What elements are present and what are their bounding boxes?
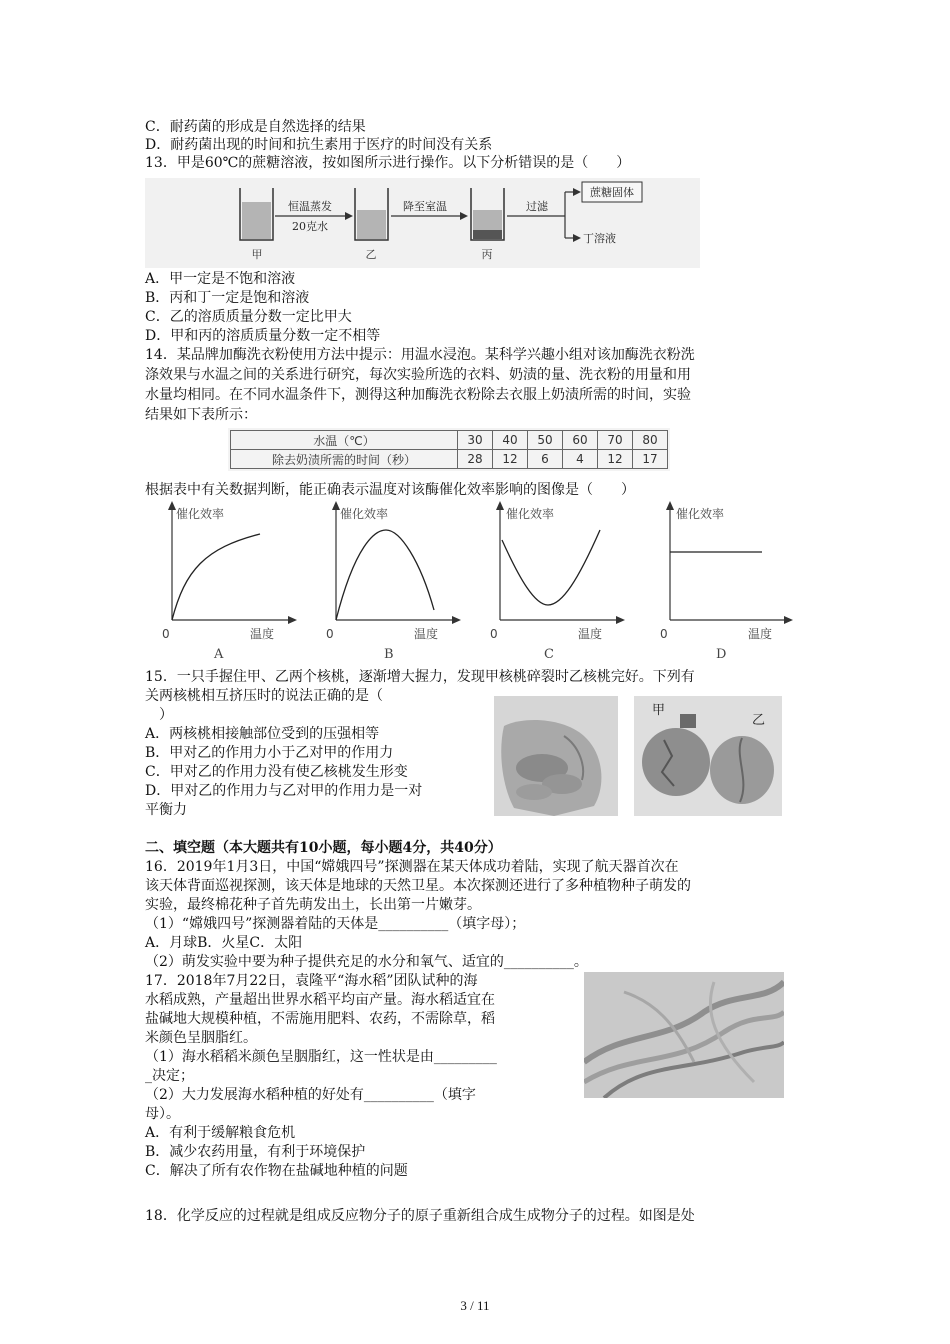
graph-xlabel: 温度 <box>748 627 773 641</box>
q17-line: 水稻成熟，产量超出世界水稻平均亩产量。海水稻适宜在 <box>145 992 495 1008</box>
filtrate-label: 丁溶液 <box>583 232 616 245</box>
rice-photo <box>584 972 784 1098</box>
q14-table-wrap <box>228 428 670 471</box>
graph-c <box>490 501 625 662</box>
graph-ylabel: 催化效率 <box>176 507 225 521</box>
beaker-bing-label: 丙 <box>481 248 493 261</box>
q16-line: 实验，最终棉花种子首先萌发出土，长出第一片嫩芽。 <box>145 897 481 913</box>
table-cell: 50 <box>528 431 563 450</box>
hand-photo <box>494 696 618 816</box>
graph-origin: 0 <box>326 627 334 641</box>
table-cell: 12 <box>493 450 528 469</box>
q15-option-c: C．甲对乙的作用力没有使乙核桃发生形变 <box>145 764 408 780</box>
walnut-photo <box>634 696 782 816</box>
q16-line: A．月球B．火星C．太阳 <box>145 935 303 951</box>
beaker-bing <box>471 188 504 240</box>
q14-stem-line: 水量均相同。在不同水温条件下，测得这种加酶洗衣粉除去衣服上奶渍所需的时间，实验 <box>145 387 691 403</box>
beaker-jia-label: 甲 <box>251 248 263 261</box>
q13-option-b: B．丙和丁一定是饱和溶液 <box>145 290 310 306</box>
q15-option-d: D．甲对乙的作用力与乙对甲的作用力是一对 <box>145 783 423 799</box>
step2-label: 降至室温 <box>403 200 447 213</box>
q14-graphs <box>150 500 810 665</box>
walnut-illustration <box>634 696 782 816</box>
q15-option-a: A．两核桃相接触部位受到的压强相等 <box>145 726 380 742</box>
q15-stem-line: ） <box>145 707 173 723</box>
graph-xlabel: 温度 <box>578 627 603 641</box>
q13-option-c: C．乙的溶质质量分数一定比甲大 <box>145 309 352 325</box>
q17-line: （2）大力发展海水稻种植的好处有__________（填字 <box>145 1087 476 1103</box>
step1-label: 恒温蒸发 <box>288 200 332 213</box>
graph-ylabel: 催化效率 <box>676 507 725 521</box>
q17-line: 17．2018年7月22日，袁隆平“海水稻”团队试种的海 <box>145 973 478 989</box>
curve-c <box>502 530 600 605</box>
q12-option-c: C．耐药菌的形成是自然选择的结果 <box>145 119 366 135</box>
table-cell: 70 <box>598 431 633 450</box>
q15-stem-line: 15．一只手握住甲、乙两个核桃，逐渐增大握力，发现甲核桃碎裂时乙核桃完好。下列有 <box>145 669 695 685</box>
q14-table <box>230 430 668 469</box>
rice-illustration <box>584 972 784 1098</box>
graph-xlabel: 温度 <box>414 627 439 641</box>
q17-line: 母）。 <box>145 1106 180 1122</box>
table-cell: 12 <box>598 450 633 469</box>
walnut-yi-label: 乙 <box>752 713 766 728</box>
q13-diagram <box>145 178 700 268</box>
table-cell: 40 <box>493 431 528 450</box>
table-cell: 4 <box>563 450 598 469</box>
q17-line: 盐碱地大规模种植，不需施用肥料、农药，不需除草，稻 <box>145 1011 495 1027</box>
graph-letter-d: D <box>716 647 727 662</box>
q17-line: B．减少农药用量，有利于环境保护 <box>145 1144 366 1160</box>
graph-ylabel: 催化效率 <box>340 507 389 521</box>
q16-line: 该天体背面巡视探测，该天体是地球的天然卫星。本次探测还进行了多种植物种子萌发的 <box>145 878 691 894</box>
q15-option-b: B．甲对乙的作用力小于乙对甲的作用力 <box>145 745 394 761</box>
beaker-yi-label: 乙 <box>365 248 377 261</box>
table-row <box>231 431 668 450</box>
beaker-yi <box>355 188 388 240</box>
q14-stem-line: 14．某品牌加酶洗衣粉使用方法中提示：用温水浸泡。某科学兴趣小组对该加酶洗衣粉洗 <box>145 347 695 363</box>
hand-illustration <box>494 696 618 816</box>
q14-stem-line: 结果如下表所示： <box>145 407 257 423</box>
q16-line: （2）萌发实验中要为种子提供充足的水分和氧气、适宜的__________。 <box>145 954 588 970</box>
table-cell: 80 <box>633 431 668 450</box>
q13-option-d: D．甲和丙的溶质质量分数一定不相等 <box>145 328 381 344</box>
graph-letter-a: A <box>214 647 224 662</box>
q14-question: 根据表中有关数据判断，能正确表示温度对该酶催化效率影响的图像是（ ） <box>145 482 635 498</box>
q17-line: C．解决了所有农作物在盐碱地种植的问题 <box>145 1163 408 1179</box>
graph-b <box>326 501 461 662</box>
q12-option-d: D．耐药菌出现的时间和抗生素用于医疗的时间没有关系 <box>145 137 493 153</box>
q14-stem-line: 涤效果与水温之间的关系进行研究，每次实验所选的衣料、奶渍的量、洗衣粉的用量和用 <box>145 367 691 383</box>
walnut-jia-label: 甲 <box>652 703 666 718</box>
step1-sub-label: 20克水 <box>292 220 328 233</box>
q13-stem: 13．甲是60℃的蔗糖溶液，按如图所示进行操作。以下分析错误的是（ ） <box>145 155 631 171</box>
beaker-jia <box>240 188 273 240</box>
table-cell: 28 <box>458 450 493 469</box>
table-cell: 60 <box>563 431 598 450</box>
graph-origin: 0 <box>660 627 668 641</box>
graph-xlabel: 温度 <box>250 627 275 641</box>
curve-b <box>336 530 434 620</box>
table-cell: 17 <box>633 450 668 469</box>
curve-a <box>172 534 260 620</box>
q15-stem-line: 关两核桃相互挤压时的说法正确的是（ <box>145 688 383 704</box>
q17-line: _决定； <box>145 1068 194 1084</box>
table-cell: 30 <box>458 431 493 450</box>
table-cell-label: 水温（℃） <box>231 431 458 450</box>
table-row <box>231 450 668 469</box>
q15-option-d-cont: 平衡力 <box>145 802 187 818</box>
solid-box-label: 蔗糖固体 <box>590 186 634 199</box>
q13-option-a: A．甲一定是不饱和溶液 <box>145 271 296 287</box>
graph-origin: 0 <box>162 627 170 641</box>
graph-origin: 0 <box>490 627 498 641</box>
graph-d <box>660 501 793 662</box>
graph-letter-c: C <box>544 647 554 662</box>
q16-line: （1）“嫦娥四号”探测器着陆的天体是__________（填字母）； <box>145 916 526 932</box>
q17-line: 米颜色呈胭脂红。 <box>145 1030 257 1046</box>
graph-letter-b: B <box>384 647 394 662</box>
table-cell-label: 除去奶渍所需的时间（秒） <box>231 450 458 469</box>
q17-line: A．有利于缓解粮食危机 <box>145 1125 296 1141</box>
section-heading: 二、填空题（本大题共有10小题，每小题4分，共40分） <box>145 840 502 856</box>
q16-line: 16．2019年1月3日，中国“嫦娥四号”探测器在某天体成功着陆，实现了航天器首次在 <box>145 859 679 875</box>
q18-line: 18．化学反应的过程就是组成反应物分子的原子重新组合成生成物分子的过程。如图是处 <box>145 1208 695 1224</box>
graph-a <box>162 501 297 662</box>
page-number: 3 / 11 <box>460 1298 490 1313</box>
q17-line: （1）海水稻稻米颜色呈胭脂红，这一性状是由_________ <box>145 1049 497 1065</box>
table-cell: 6 <box>528 450 563 469</box>
step3-label: 过滤 <box>526 200 548 213</box>
graph-ylabel: 催化效率 <box>506 507 555 521</box>
